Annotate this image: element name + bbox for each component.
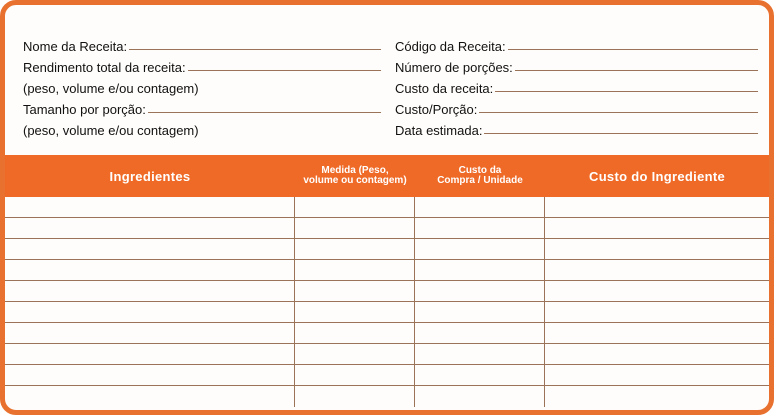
measure-cell[interactable] [295, 197, 415, 217]
table-row [5, 323, 769, 344]
measure-cell[interactable] [295, 344, 415, 364]
measure-cell[interactable] [295, 302, 415, 322]
ingredient-cost-cell[interactable] [545, 344, 769, 364]
table-header [5, 155, 769, 197]
measure-cell[interactable] [295, 260, 415, 280]
col-measure [295, 155, 415, 197]
field-label: Rendimento total da receita: [23, 60, 186, 75]
table-row [5, 386, 769, 407]
unit-cost-cell[interactable] [415, 323, 545, 343]
col-unit-cost [415, 155, 545, 197]
ingredient-cost-cell[interactable] [545, 260, 769, 280]
col-ingredient-cost [545, 155, 769, 197]
table-row [5, 218, 769, 239]
input-line[interactable] [508, 49, 758, 50]
ingredient-cost-cell[interactable] [545, 239, 769, 259]
unit-cost-cell[interactable] [415, 218, 545, 238]
unit-cost-cell[interactable] [415, 239, 545, 259]
table-row [5, 197, 769, 218]
ingredient-cell[interactable] [5, 365, 295, 385]
field-recipe-code[interactable] [395, 33, 758, 54]
ingredient-cell[interactable] [5, 302, 295, 322]
input-line[interactable] [484, 133, 758, 134]
field-label: Número de porções: [395, 60, 513, 75]
yield-unit-hint [23, 75, 381, 96]
field-label: Data estimada: [395, 123, 483, 138]
portion-unit-hint [23, 117, 381, 138]
header-text: volume ou contagem) [303, 175, 407, 186]
input-line[interactable] [129, 49, 381, 50]
unit-cost-cell[interactable] [415, 344, 545, 364]
header-text: Medida (Peso, [321, 165, 389, 176]
ingredient-cell[interactable] [5, 218, 295, 238]
field-label: Custo da receita: [395, 81, 494, 96]
header-text: Compra / Unidade [437, 175, 523, 186]
ingredient-cost-cell[interactable] [545, 302, 769, 322]
left-fields [23, 33, 381, 138]
header-text: Custo da [458, 165, 502, 176]
input-line[interactable] [188, 70, 381, 71]
ingredient-cell[interactable] [5, 323, 295, 343]
measure-cell[interactable] [295, 281, 415, 301]
field-portion-size[interactable] [23, 96, 381, 117]
measure-cell[interactable] [295, 365, 415, 385]
ingredient-cost-cell[interactable] [545, 281, 769, 301]
unit-cost-cell[interactable] [415, 365, 545, 385]
unit-cost-cell[interactable] [415, 302, 545, 322]
ingredient-cost-cell[interactable] [545, 197, 769, 217]
header-text: Custo do Ingrediente [589, 168, 725, 184]
unit-cost-cell[interactable] [415, 260, 545, 280]
field-recipe-cost[interactable] [395, 75, 758, 96]
ingredient-cost-cell[interactable] [545, 323, 769, 343]
col-ingredients [5, 155, 295, 197]
input-line[interactable] [479, 112, 758, 113]
table-row [5, 281, 769, 302]
measure-cell[interactable] [295, 218, 415, 238]
ingredient-cell[interactable] [5, 386, 295, 407]
field-cost-per-portion[interactable] [395, 96, 758, 117]
table-row [5, 239, 769, 260]
ingredient-cell[interactable] [5, 197, 295, 217]
ingredient-cell[interactable] [5, 281, 295, 301]
ingredient-cell[interactable] [5, 344, 295, 364]
field-label: Custo/Porção: [395, 102, 478, 117]
field-recipe-name[interactable] [23, 33, 381, 54]
measure-cell[interactable] [295, 386, 415, 407]
measure-cell[interactable] [295, 323, 415, 343]
field-label: Nome da Receita: [23, 39, 128, 54]
input-line[interactable] [515, 70, 758, 71]
ingredient-cell[interactable] [5, 239, 295, 259]
unit-cost-cell[interactable] [415, 386, 545, 407]
unit-cost-cell[interactable] [415, 197, 545, 217]
field-estimated-date[interactable] [395, 117, 758, 138]
hint-text: (peso, volume e/ou contagem) [23, 81, 199, 96]
field-portion-count[interactable] [395, 54, 758, 75]
unit-cost-cell[interactable] [415, 281, 545, 301]
table-row [5, 344, 769, 365]
input-line[interactable] [495, 91, 758, 92]
input-line[interactable] [148, 112, 381, 113]
table-row [5, 260, 769, 281]
ingredient-table [5, 197, 769, 407]
ingredient-cost-cell[interactable] [545, 218, 769, 238]
ingredient-cost-cell[interactable] [545, 365, 769, 385]
table-row [5, 365, 769, 386]
right-fields [395, 33, 758, 138]
measure-cell[interactable] [295, 239, 415, 259]
hint-text: (peso, volume e/ou contagem) [23, 123, 199, 138]
field-total-yield[interactable] [23, 54, 381, 75]
field-label: Código da Receita: [395, 39, 506, 54]
header-text: Ingredientes [109, 168, 191, 184]
ingredient-cell[interactable] [5, 260, 295, 280]
table-row [5, 302, 769, 323]
field-label: Tamanho por porção: [23, 102, 146, 117]
ingredient-cost-cell[interactable] [545, 386, 769, 407]
